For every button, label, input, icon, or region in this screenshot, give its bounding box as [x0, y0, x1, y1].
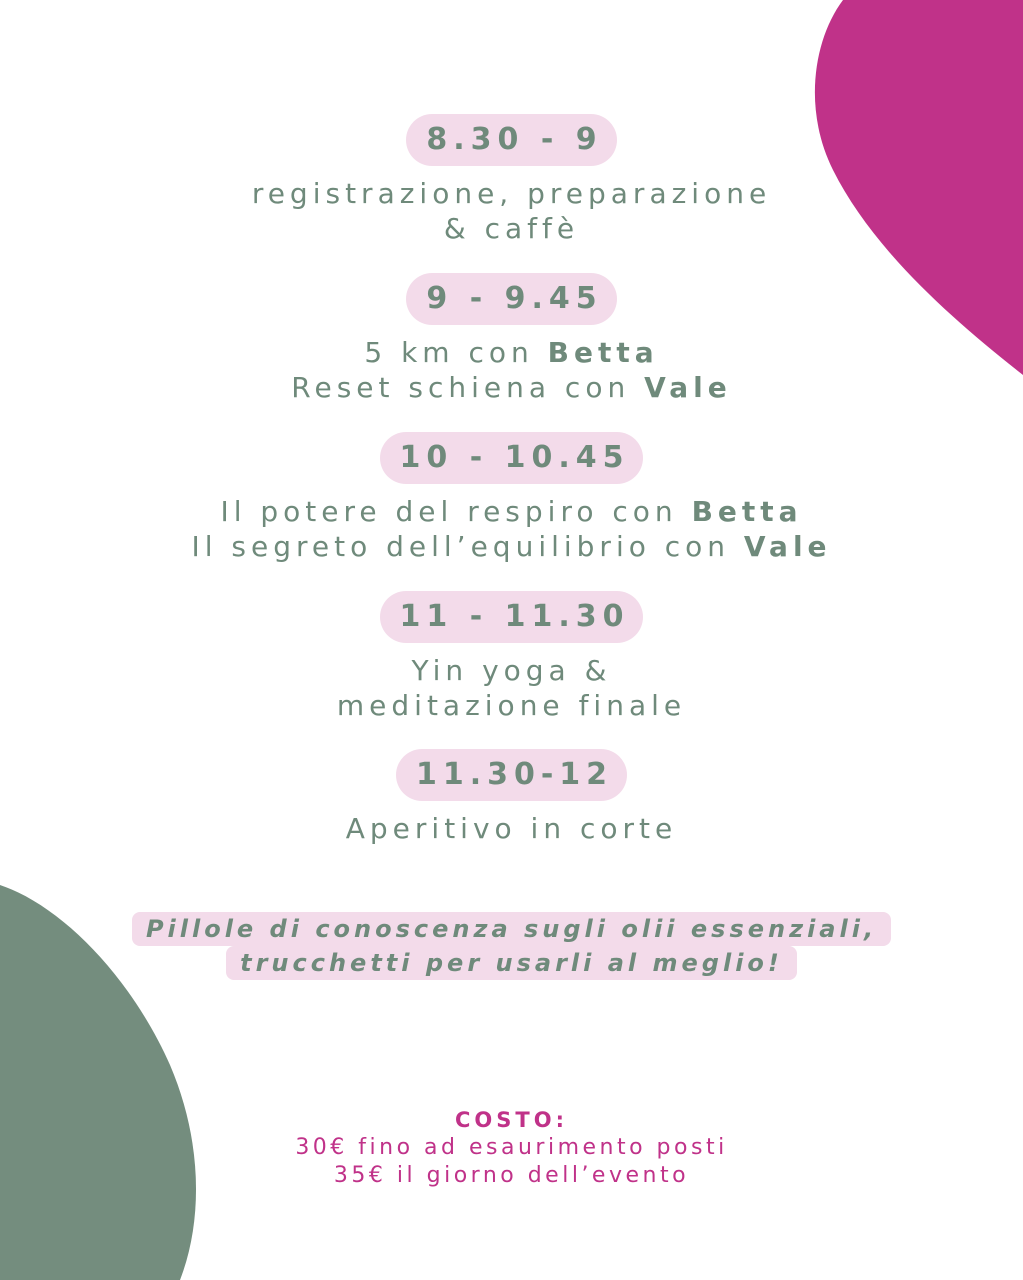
instructor-name: Vale [743, 530, 832, 563]
activity-text: & caffè [443, 212, 580, 245]
activity-line [0, 370, 1023, 405]
activity-line [0, 176, 1023, 211]
activity-text: Reset schiena con [291, 371, 645, 404]
activity-text: Aperitivo in corte [345, 812, 678, 845]
instructor-name: Betta [691, 495, 803, 528]
activity-text: 5 km con [364, 336, 548, 369]
schedule-slot [0, 749, 1023, 846]
cost-section [0, 1106, 1023, 1190]
schedule-slot [0, 273, 1023, 405]
instructor-name: Betta [547, 336, 659, 369]
activity-line [0, 211, 1023, 246]
cost-early-price: 30€ fino ad esaurimento posti [295, 1135, 728, 1160]
activity-line [0, 335, 1023, 370]
cost-title: COSTO: [455, 1108, 568, 1132]
activity-description [0, 176, 1023, 246]
tips-banner [0, 912, 1023, 980]
time-pill: 11 - 11.30 [380, 591, 644, 643]
tips-line-1: Pillole di conoscenza sugli olii essenziali, [132, 912, 891, 946]
activity-text: Yin yoga & [411, 654, 612, 687]
instructor-name: Vale [644, 371, 732, 404]
activity-line [0, 653, 1023, 688]
schedule-slot [0, 591, 1023, 723]
activity-line [0, 688, 1023, 723]
activity-line [0, 811, 1023, 846]
activity-text: meditazione finale [336, 689, 687, 722]
activity-description [0, 811, 1023, 846]
activity-text: registrazione, preparazione [251, 177, 772, 210]
schedule-slot [0, 114, 1023, 246]
tips-line-2: trucchetti per usarli al meglio! [226, 946, 797, 980]
activity-line [0, 494, 1023, 529]
time-pill: 10 - 10.45 [380, 432, 644, 484]
cost-day-price: 35€ il giorno dell’evento [333, 1163, 690, 1188]
activity-description [0, 494, 1023, 564]
activity-description [0, 335, 1023, 405]
time-pill: 8.30 - 9 [406, 114, 616, 166]
time-pill: 11.30-12 [396, 749, 627, 801]
activity-line [0, 529, 1023, 564]
activity-text: Il segreto dell’equilibrio con [191, 530, 744, 563]
time-pill: 9 - 9.45 [406, 273, 616, 325]
activity-description [0, 653, 1023, 723]
activity-text: Il potere del respiro con [220, 495, 692, 528]
schedule-slot [0, 432, 1023, 564]
